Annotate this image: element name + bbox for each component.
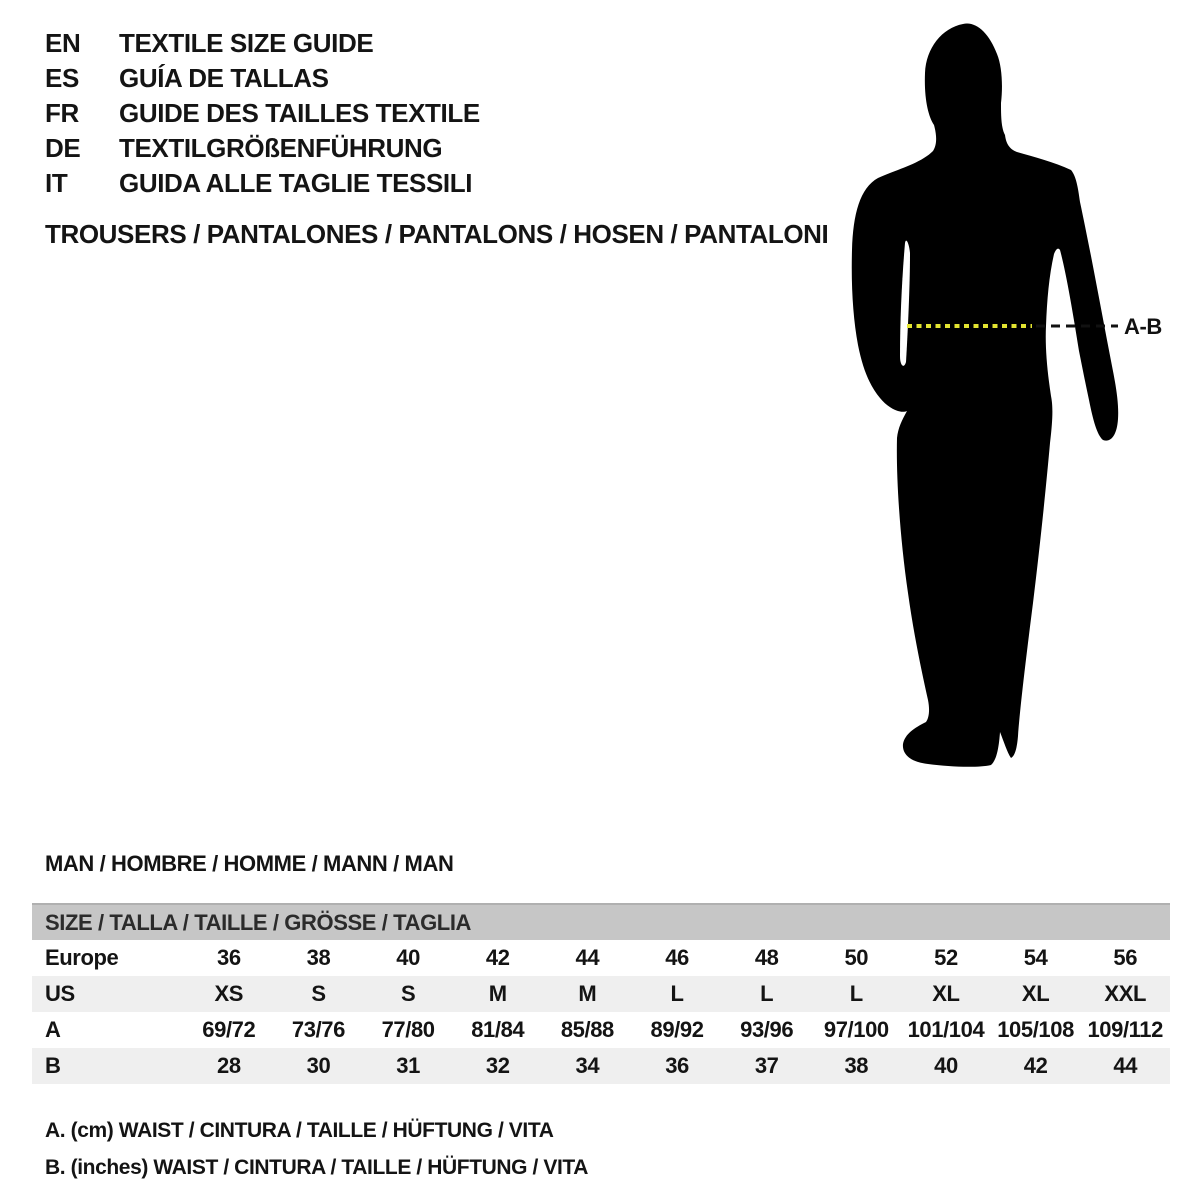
garment-category-title: TROUSERS / PANTALONES / PANTALONS / HOSEN / PANTALONI <box>45 219 829 249</box>
language-code: FR <box>45 98 79 128</box>
footnote-a-cm: A. (cm) WAIST / CINTURA / TAILLE / HÜFTUNG / VITA <box>45 1119 554 1142</box>
table-row-b-inches <box>32 1048 1170 1084</box>
measure-label: A-B <box>1124 314 1162 339</box>
size-cell: 97/100 <box>823 1017 889 1042</box>
size-cell: XL <box>932 981 960 1006</box>
size-cell: L <box>849 981 863 1006</box>
row-label: B <box>45 1053 61 1078</box>
size-cell: 85/88 <box>560 1017 614 1042</box>
size-cell: 93/96 <box>740 1017 794 1042</box>
size-cell: 31 <box>396 1053 420 1078</box>
language-code: EN <box>45 28 81 58</box>
size-cell: 36 <box>216 945 241 970</box>
language-code: IT <box>45 168 68 198</box>
size-cell: 37 <box>754 1053 779 1078</box>
size-cell: 69/72 <box>202 1017 256 1042</box>
size-cell: 73/76 <box>291 1017 345 1042</box>
size-cell: 40 <box>934 1053 958 1078</box>
size-cell: 46 <box>665 945 689 970</box>
size-cell: 52 <box>934 945 958 970</box>
size-cell: 40 <box>396 945 420 970</box>
size-cell: 28 <box>216 1053 241 1078</box>
section-title-man: MAN / HOMBRE / HOMME / MANN / MAN <box>45 851 454 876</box>
man-silhouette-figure <box>850 18 1180 774</box>
language-title: GUÍA DE TALLAS <box>119 63 329 93</box>
row-label: A <box>45 1017 61 1042</box>
size-cell: 101/104 <box>907 1017 985 1042</box>
size-cell: 36 <box>665 1053 689 1078</box>
size-cell: XXL <box>1104 981 1147 1006</box>
size-cell: 44 <box>1113 1053 1138 1078</box>
list-item <box>45 96 480 131</box>
row-label: Europe <box>45 945 119 970</box>
size-cell: 48 <box>754 945 779 970</box>
table-row-europe <box>32 940 1170 976</box>
size-cell: 105/108 <box>997 1017 1074 1042</box>
language-code: ES <box>45 63 79 93</box>
size-cell: S <box>400 981 416 1006</box>
size-cell: XL <box>1021 981 1050 1006</box>
size-cell: 56 <box>1113 945 1138 970</box>
size-cell: S <box>311 981 326 1006</box>
list-item <box>45 131 480 166</box>
size-cell: 89/92 <box>650 1017 704 1042</box>
size-table-header: SIZE / TALLA / TAILLE / GRÖSSE / TAGLIA <box>32 903 1170 940</box>
size-cell: 30 <box>306 1053 331 1078</box>
size-cell: M <box>578 981 597 1006</box>
row-label: US <box>45 981 75 1006</box>
language-title-list <box>45 26 480 201</box>
size-cell: 44 <box>575 945 600 970</box>
table-row-a-cm <box>32 1012 1170 1048</box>
size-cell: 50 <box>844 945 869 970</box>
language-title: TEXTILE SIZE GUIDE <box>119 28 374 58</box>
size-cell: 34 <box>575 1053 600 1078</box>
size-cell: 38 <box>306 945 331 970</box>
size-cell: 109/112 <box>1087 1017 1163 1042</box>
language-title: GUIDA ALLE TAGLIE TESSILI <box>119 168 473 198</box>
size-cell: L <box>670 981 684 1006</box>
language-title: GUIDE DES TAILLES TEXTILE <box>119 98 480 128</box>
language-code: DE <box>45 133 81 163</box>
list-item <box>45 61 480 96</box>
footnote-b-inches: B. (inches) WAIST / CINTURA / TAILLE / HÜFTUNG / VITA <box>45 1156 589 1179</box>
size-cell: 32 <box>485 1053 510 1078</box>
size-cell: 54 <box>1023 945 1048 970</box>
table-row-us <box>32 976 1170 1012</box>
size-cell: 42 <box>1023 1053 1048 1078</box>
size-cell: 77/80 <box>381 1017 435 1042</box>
man-silhouette <box>852 24 1118 767</box>
size-cell: 42 <box>485 945 510 970</box>
list-item <box>45 166 480 201</box>
size-cell: M <box>488 981 507 1006</box>
size-cell: XS <box>214 981 244 1006</box>
language-title: TEXTILGRÖßENFÜHRUNG <box>119 133 443 163</box>
size-cell: 38 <box>844 1053 869 1078</box>
measure-footnotes <box>45 1112 588 1186</box>
size-cell: 81/84 <box>471 1017 525 1042</box>
list-item <box>45 26 480 61</box>
size-table <box>32 903 1170 1084</box>
size-cell: L <box>760 981 774 1006</box>
